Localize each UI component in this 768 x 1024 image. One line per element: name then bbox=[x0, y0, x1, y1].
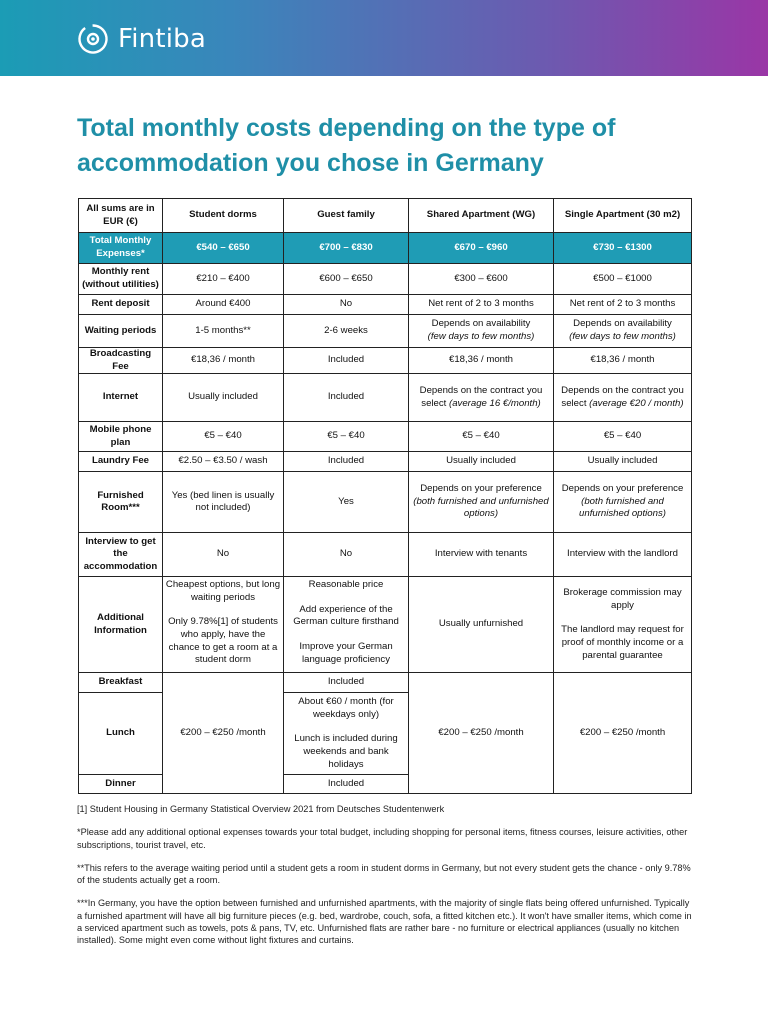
broadcasting-fee-row bbox=[79, 348, 692, 374]
cell-line: The landlord may request for proof of monthly income or a parental guarantee bbox=[561, 624, 684, 661]
monthly-rent-row bbox=[79, 264, 692, 295]
table-cell: Included bbox=[284, 374, 409, 422]
table-cell bbox=[163, 577, 284, 673]
cell-line: Depends on availability bbox=[573, 318, 672, 330]
table-cell: €5 – €40 bbox=[409, 422, 554, 452]
table-cell: €2.50 – €3.50 / wash bbox=[163, 452, 284, 472]
cell-line: Only 9.78%[1] of students who apply, have the chance to get a room at a student dorm bbox=[168, 616, 278, 666]
cell-note: (both furnished and unfurnished options) bbox=[579, 495, 666, 520]
row-label: Laundry Fee bbox=[79, 452, 163, 472]
row-label: Total Monthly Expenses* bbox=[79, 233, 163, 264]
footnote: *Please add any additional optional expenses towards your total budget, including shopping for personal items, fitness courses, leisure activities, other subscriptions, tourist travel, etc. bbox=[77, 827, 688, 850]
table-cell: €200 – €250 /month bbox=[554, 673, 692, 794]
rent-deposit-row bbox=[79, 295, 692, 315]
additional-info-row bbox=[79, 577, 692, 673]
table-header-row bbox=[79, 199, 692, 233]
cell-note: (both furnished and unfurnished options) bbox=[413, 495, 549, 520]
furnished-room-row bbox=[79, 472, 692, 533]
table-cell: Included bbox=[284, 348, 409, 374]
table-cell: Usually included bbox=[409, 452, 554, 472]
cell-note: (few days to few months) bbox=[427, 331, 535, 342]
row-label: Waiting periods bbox=[79, 315, 163, 348]
table-cell: Yes bbox=[284, 472, 409, 533]
cell-line: Depends on your preference bbox=[561, 483, 684, 495]
cell-line: Add experience of the German culture firsthand bbox=[293, 603, 399, 628]
column-header: Single Apartment (30 m2) bbox=[554, 199, 692, 233]
table-cell: Included bbox=[284, 673, 409, 693]
table-cell: 1-5 months** bbox=[163, 315, 284, 348]
row-label: Furnished Room*** bbox=[79, 472, 163, 533]
cell-note: (few days to few months) bbox=[569, 331, 676, 342]
cell-line: Reasonable price bbox=[308, 579, 384, 591]
table-cell: Around €400 bbox=[163, 295, 284, 315]
cell-line: Cheapest options, but long waiting periods bbox=[165, 579, 281, 603]
footnotes bbox=[77, 803, 692, 958]
mobile-plan-row bbox=[79, 422, 692, 452]
table-cell: Included bbox=[284, 775, 409, 794]
table-cell: €18,36 / month bbox=[554, 348, 692, 374]
page-title: Total monthly costs depending on the type of accommodation you chose in Germany bbox=[77, 114, 616, 177]
brand-name: Fintiba bbox=[118, 24, 207, 54]
table-cell: Usually unfurnished bbox=[409, 577, 554, 673]
row-label: Broadcasting Fee bbox=[79, 348, 163, 374]
internet-row bbox=[79, 374, 692, 422]
table-cell: No bbox=[284, 533, 409, 577]
cell-line: About €60 / month (for weekdays only) bbox=[298, 696, 394, 720]
table-cell bbox=[554, 315, 692, 348]
table-cell: €730 – €1300 bbox=[554, 233, 692, 264]
cell-line: Depends on the contract you select bbox=[561, 385, 684, 409]
table-cell: Net rent of 2 to 3 months bbox=[409, 295, 554, 315]
table-cell: €700 – €830 bbox=[284, 233, 409, 264]
interview-row bbox=[79, 533, 692, 577]
footnote: ***In Germany, you have the option between furnished and unfurnished apartments, with the majority of single flats being offered unfurnished. Typically a furnished apartment will have all big furniture pieces (e.g. bed, wardrobe, couch, sofa, a fitted kitchen etc.). It won't have smaller items, which come in a serviced apartment such as towels, pots & pans, TV, etc. Unfurnished flats are rather bare - no furniture or electrical appliances (usually no kitchen installed). Some might even come without light fixtures and curtains. bbox=[77, 898, 692, 946]
row-label: Additional Information bbox=[79, 577, 163, 673]
table-cell: €18,36 / month bbox=[409, 348, 554, 374]
cell-note: (average €20 / month) bbox=[589, 397, 684, 409]
cell-line: Brokerage commission may apply bbox=[563, 587, 682, 611]
row-label: Internet bbox=[79, 374, 163, 422]
table-cell: Usually included bbox=[163, 374, 284, 422]
laundry-fee-row bbox=[79, 452, 692, 472]
table-cell: €200 – €250 /month bbox=[409, 673, 554, 794]
table-cell: €5 – €40 bbox=[163, 422, 284, 452]
table-cell bbox=[284, 577, 409, 673]
column-header: Student dorms bbox=[163, 199, 284, 233]
table-cell bbox=[554, 577, 692, 673]
table-cell bbox=[554, 472, 692, 533]
table-cell bbox=[409, 472, 554, 533]
column-header: Shared Apartment (WG) bbox=[409, 199, 554, 233]
breakfast-row bbox=[79, 673, 692, 693]
table-cell: Usually included bbox=[554, 452, 692, 472]
cell-line: Lunch is included during weekends and bank holidays bbox=[294, 733, 398, 770]
corner-cell: All sums are in EUR (€) bbox=[79, 199, 163, 233]
row-label: Interview to get the accommodation bbox=[79, 533, 163, 577]
waiting-periods-row bbox=[79, 315, 692, 348]
cell-line: Depends on availability bbox=[431, 318, 531, 330]
table-cell: €200 – €250 /month bbox=[163, 673, 284, 794]
total-expenses-row bbox=[79, 233, 692, 264]
table-cell bbox=[284, 693, 409, 775]
table-cell: Net rent of 2 to 3 months bbox=[554, 295, 692, 315]
table-cell: €540 – €650 bbox=[163, 233, 284, 264]
fintiba-logo[interactable] bbox=[76, 22, 206, 56]
cell-line: Depends on your preference bbox=[420, 483, 542, 495]
cell-note: (average 16 €/month) bbox=[449, 397, 541, 409]
table-cell: €5 – €40 bbox=[554, 422, 692, 452]
table-cell: €600 – €650 bbox=[284, 264, 409, 295]
table-cell: €210 – €400 bbox=[163, 264, 284, 295]
table-cell: €500 – €1000 bbox=[554, 264, 692, 295]
table-cell: 2-6 weeks bbox=[284, 315, 409, 348]
table-cell: Included bbox=[284, 452, 409, 472]
row-label: Breakfast bbox=[79, 673, 163, 693]
table-cell bbox=[554, 374, 692, 422]
table-cell: €18,36 / month bbox=[163, 348, 284, 374]
table-cell bbox=[409, 374, 554, 422]
row-label: Dinner bbox=[79, 775, 163, 794]
header-banner bbox=[0, 0, 768, 76]
table-cell: No bbox=[163, 533, 284, 577]
table-cell bbox=[409, 315, 554, 348]
table-cell: Interview with tenants bbox=[409, 533, 554, 577]
row-label: Rent deposit bbox=[79, 295, 163, 315]
table-cell: No bbox=[284, 295, 409, 315]
footnote: [1] Student Housing in Germany Statistical Overview 2021 from Deutsches Studentenwerk bbox=[77, 804, 445, 814]
fintiba-orbit-icon bbox=[76, 22, 110, 56]
table-cell: Yes (bed linen is usually not included) bbox=[163, 472, 284, 533]
row-label: Lunch bbox=[79, 693, 163, 775]
row-label: Mobile phone plan bbox=[79, 422, 163, 452]
column-header: Guest family bbox=[284, 199, 409, 233]
table-cell: Interview with the landlord bbox=[554, 533, 692, 577]
footnote: **This refers to the average waiting period until a student gets a room in student dorms in Germany, but not every student gets the chance - only 9.78% of the students actually get a room. bbox=[77, 862, 691, 886]
cell-line: Depends on the contract you select bbox=[419, 385, 543, 409]
table-cell: €670 – €960 bbox=[409, 233, 554, 264]
cell-line: Improve your German language proficiency bbox=[299, 640, 393, 665]
table-cell: €5 – €40 bbox=[284, 422, 409, 452]
cost-comparison-table bbox=[78, 198, 692, 794]
table-cell: €300 – €600 bbox=[409, 264, 554, 295]
row-label: Monthly rent (without utilities) bbox=[79, 264, 163, 295]
